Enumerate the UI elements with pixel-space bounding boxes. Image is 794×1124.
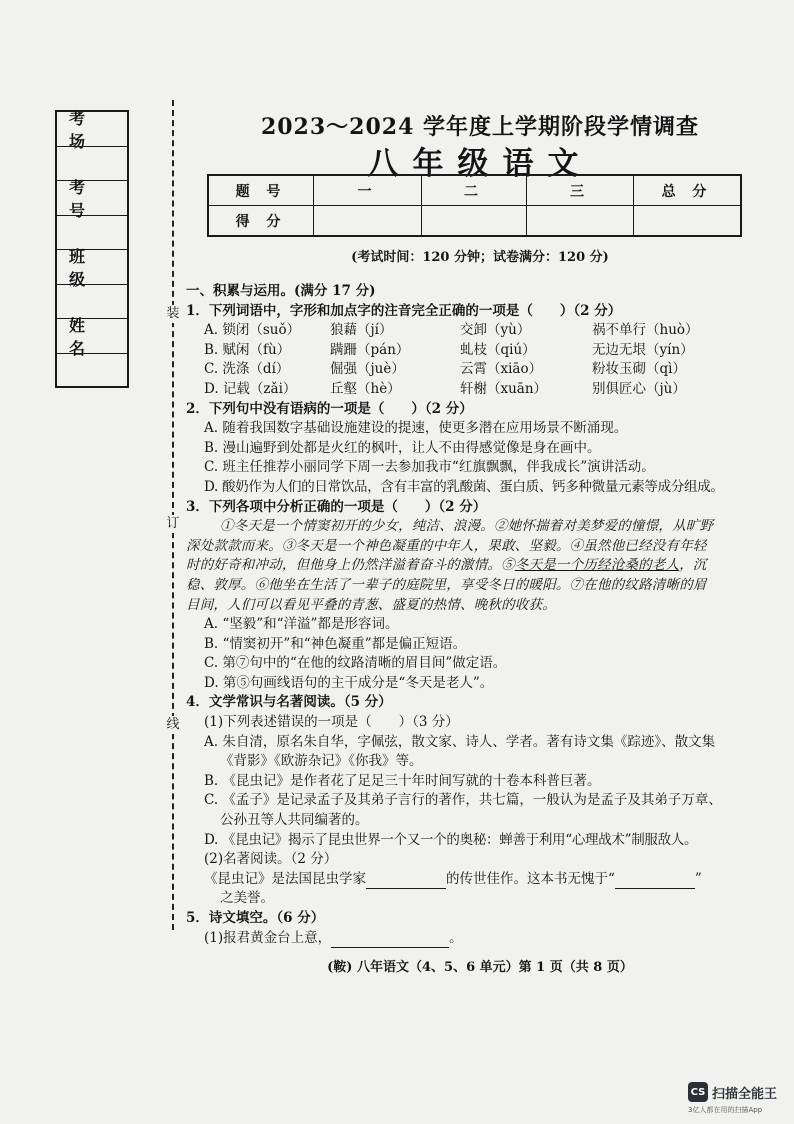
q1-word: A. 锁闭（suǒ）: [204, 322, 301, 339]
q1-word: 交卸（yù）: [460, 322, 531, 339]
score-table: [207, 174, 742, 237]
q4-blank-reputation[interactable]: [615, 874, 695, 889]
q3-passage-line: [186, 556, 758, 576]
q4-sub2-line: [186, 870, 758, 890]
q3-passage-line: ①冬天是一个情窦初开的少女，纯洁、浪漫。②她怀揣着对美梦爱的憧憬，从旷野: [220, 518, 714, 535]
score-cell: [422, 206, 527, 237]
score-cell: 总 分: [634, 175, 742, 206]
watermark-name: 扫描全能王: [712, 1087, 778, 1102]
q5-line1: [186, 929, 758, 949]
q3-option: C. 第⑦句中的“在他的纹路清晰的眉目间”做定语。: [204, 655, 507, 672]
q5-line1-text: (1)报君黄金台上意，: [204, 929, 332, 946]
score-cell: [314, 206, 422, 237]
binding-char-ding: 订: [164, 515, 182, 533]
q4-option-cont: 《背影》《欧游杂记》《你我》等。: [220, 753, 423, 770]
q3-option: D. 第⑤句画线语句的主干成分是“冬天是老人”。: [204, 674, 494, 691]
q3-passage-text: 时的好奇和冲动，但他身上仍然洋溢着奋斗的激情。⑤: [186, 557, 515, 574]
q1-word: 无边无垠（yín）: [592, 341, 694, 358]
q3-passage-line: 深处款款而来。③冬天是一个神色凝重的中年人，果敢、坚毅。④虽然他已经没有年轻: [186, 537, 707, 554]
score-cell: 一: [314, 175, 422, 206]
camscanner-logo-icon: CS: [688, 1082, 708, 1102]
q1-word: B. 赋闲（fù）: [204, 341, 291, 358]
q4-sub2-text: 的传世佳作。这本书无愧于“: [446, 870, 615, 887]
q2-option: A. 随着我国数字基础设施建设的提速，使更多潜在应用场景不断涌现。: [204, 420, 628, 437]
q1-word: 虬枝（qiú）: [460, 341, 536, 358]
exam-title: 2023～2024 学年度上学期阶段学情调查: [260, 114, 700, 140]
q4-option: D. 《昆虫记》揭示了昆虫世界一个又一个的奥秘：蝉善于利用“心理战术”制服敌人。: [204, 831, 698, 848]
exam-info: (考试时间：120 分钟；试卷满分：120 分): [351, 250, 609, 265]
q1-word: C. 洗涤（dí）: [204, 361, 290, 378]
q3-stem: 3．下列各项中分析正确的一项是（ ）（2 分）: [186, 498, 487, 515]
q1-option-row: [186, 341, 758, 361]
q2-option: B. 漫山遍野到处都是火红的枫叶，让人不由得感觉像是身在画中。: [204, 439, 601, 456]
info-label-exam-number: 考 号: [57, 181, 127, 216]
q4-blank-author[interactable]: [366, 874, 446, 889]
info-label-name: 姓 名: [57, 319, 127, 354]
q1-option-row: [186, 380, 758, 400]
q1-word: 轩榭（xuān）: [460, 380, 548, 397]
q3-passage-line: 稳、敦厚。⑥他坐在生活了一辈子的庭院里，享受冬日的暖阳。⑦在他的纹路清晰的眉: [186, 576, 707, 593]
q1-word: 倔强（juè）: [330, 361, 405, 378]
score-table-row-score: [208, 206, 741, 237]
q1-word: D. 记载（zǎi）: [204, 380, 297, 397]
q1-word: 蹒跚（pán）: [330, 341, 410, 358]
q4-sub1-stem: (1)下列表述错误的一项是（ ）（3 分）: [204, 714, 459, 731]
q4-sub2-stem: (2)名著阅读。（2 分）: [204, 851, 338, 868]
q1-option-row: [186, 360, 758, 380]
q4-option: A. 朱自清，原名朱自华，字佩弦，散文家、诗人、学者。著有诗文集《踪迹》、散文集: [204, 733, 716, 750]
q3-underlined-sentence: 冬天是一个历经沧桑的老人: [514, 557, 680, 574]
score-cell: [527, 206, 634, 237]
page-footer: (鞍) 八年语文（4、5、6 单元）第 1 页（共 8 页）: [327, 960, 633, 975]
q5-blank-1[interactable]: [331, 933, 449, 948]
q2-option: D. 酸奶作为人们的日常饮品，含有丰富的乳酸菌、蛋白质、钙多种微量元素等成分组成。: [204, 478, 724, 495]
q4-stem: 4．文学常识与名著阅读。（5 分）: [186, 694, 392, 711]
q3-passage-text: ，沉: [679, 557, 707, 574]
question-content: [186, 282, 758, 948]
binding-char-zhuang: 装: [164, 305, 182, 323]
q3-option: B. “情窦初开”和“神色凝重”都是偏正短语。: [204, 635, 467, 652]
watermark-subtitle: 3亿人都在用的扫描App: [688, 1106, 763, 1114]
q1-word: 别俱匠心（jù）: [592, 380, 686, 397]
q1-word: 粉妆玉砌（qì）: [592, 361, 686, 378]
q5-stem: 5．诗文填空。（6 分）: [186, 910, 325, 926]
q3-option: A. “坚毅”和“洋溢”都是形容词。: [204, 616, 399, 633]
q4-sub2-text: 《昆虫记》是法国昆虫学家: [204, 870, 366, 887]
q4-option: B. 《昆虫记》是作者花了足足三十年时间写就的十卷本科普巨著。: [204, 772, 601, 789]
section-heading: 一、积累与运用。(满分 17 分): [186, 283, 376, 299]
subject-title: 八年级语文: [367, 146, 593, 182]
q1-word: 云霄（xiāo）: [460, 361, 543, 378]
score-cell: 得 分: [208, 206, 314, 237]
q4-sub2-end: 之美誉。: [220, 890, 274, 907]
score-cell: [634, 206, 742, 237]
q4-option: C. 《孟子》是记录孟子及其弟子言行的著作，共七篇，一般认为是孟子及其弟子万章、: [204, 792, 722, 809]
binding-char-xian: 线: [164, 716, 182, 734]
score-cell: 题 号: [208, 175, 314, 206]
q1-word: 狼藉（jí）: [330, 322, 393, 339]
q2-option: C. 班主任推荐小丽同学下周一去参加我市“红旗飘飘，伴我成长”演讲活动。: [204, 459, 655, 476]
scanner-watermark: [688, 1078, 792, 1118]
q4-option-cont: 公孙丑等人共同编著的。: [220, 812, 369, 829]
q1-word: 丘壑（hè）: [330, 380, 401, 397]
q3-passage-line: 目间，人们可以看见平叠的青葱、盛夏的热情、晚秋的收获。: [186, 596, 556, 613]
q1-word: 祸不单行（huò）: [592, 322, 699, 339]
score-cell: 二: [422, 175, 527, 206]
q2-stem: 2．下列句中没有语病的一项是（ ）（2 分）: [186, 400, 473, 417]
q5-line1-end: 。: [449, 929, 463, 946]
q1-option-row: [186, 321, 758, 341]
score-table-row-header: [208, 175, 741, 206]
score-cell: 三: [527, 175, 634, 206]
q4-sub2-text: ”: [694, 870, 702, 887]
info-label-exam-room: 考 场: [57, 112, 127, 147]
candidate-info-box: [55, 110, 129, 388]
info-label-class: 班 级: [57, 250, 127, 285]
q1-stem: 1．下列词语中，字形和加点字的注音完全正确的一项是（ ）（2 分）: [186, 302, 622, 319]
